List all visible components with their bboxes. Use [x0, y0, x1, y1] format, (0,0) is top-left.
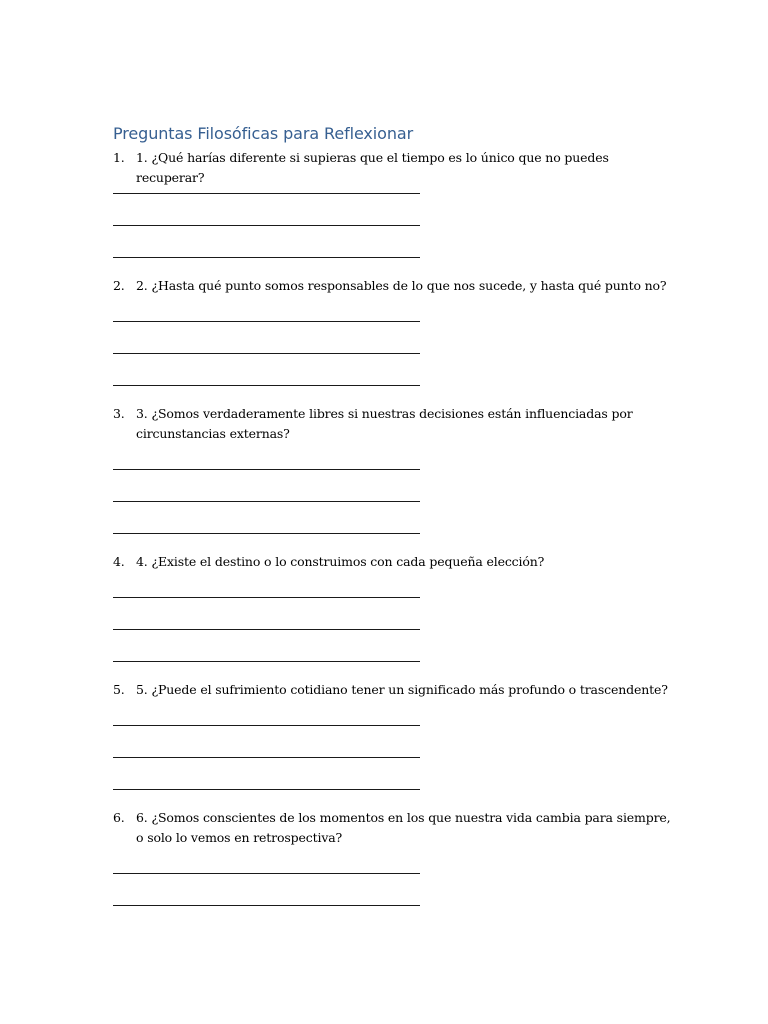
question-text: 2. ¿Hasta qué punto somos responsables de lo que nos sucede, y hasta qué punto no?	[136, 278, 667, 293]
question-item	[113, 680, 673, 700]
answer-line[interactable]	[113, 533, 420, 534]
question-number: 6.	[113, 810, 125, 825]
question-text: 3. ¿Somos verdaderamente libres si nuestras decisiones están influenciadas por circunstancias externas?	[136, 406, 633, 441]
question-number: 3.	[113, 406, 125, 421]
answer-line[interactable]	[113, 629, 420, 630]
question-item	[113, 276, 673, 296]
answer-line[interactable]	[113, 725, 420, 726]
answer-line[interactable]	[113, 225, 420, 226]
question-item	[113, 552, 673, 572]
answer-line[interactable]	[113, 321, 420, 322]
answer-line[interactable]	[113, 257, 420, 258]
question-number: 5.	[113, 682, 125, 697]
question-item	[113, 808, 673, 848]
answer-line[interactable]	[113, 789, 420, 790]
question-number: 1.	[113, 150, 125, 165]
answer-line[interactable]	[113, 193, 420, 194]
question-number: 2.	[113, 278, 125, 293]
question-text: 1. ¿Qué harías diferente si supieras que el tiempo es lo único que no puedes recuperar?	[136, 150, 609, 185]
question-item	[113, 404, 673, 444]
question-number: 4.	[113, 554, 125, 569]
answer-line[interactable]	[113, 661, 420, 662]
question-text: 6. ¿Somos conscientes de los momentos en los que nuestra vida cambia para siempre, o solo lo vemos en retrospectiva?	[136, 810, 671, 845]
document-title: Preguntas Filosóficas para Reflexionar	[113, 124, 414, 143]
answer-line[interactable]	[113, 501, 420, 502]
answer-line[interactable]	[113, 353, 420, 354]
answer-line[interactable]	[113, 469, 420, 470]
question-text: 4. ¿Existe el destino o lo construimos con cada pequeña elección?	[136, 554, 545, 569]
question-text: 5. ¿Puede el sufrimiento cotidiano tener un significado más profundo o trascendente?	[136, 682, 668, 697]
answer-line[interactable]	[113, 385, 420, 386]
answer-line[interactable]	[113, 597, 420, 598]
answer-line[interactable]	[113, 905, 420, 906]
answer-line[interactable]	[113, 873, 420, 874]
question-item	[113, 148, 673, 188]
answer-line[interactable]	[113, 757, 420, 758]
